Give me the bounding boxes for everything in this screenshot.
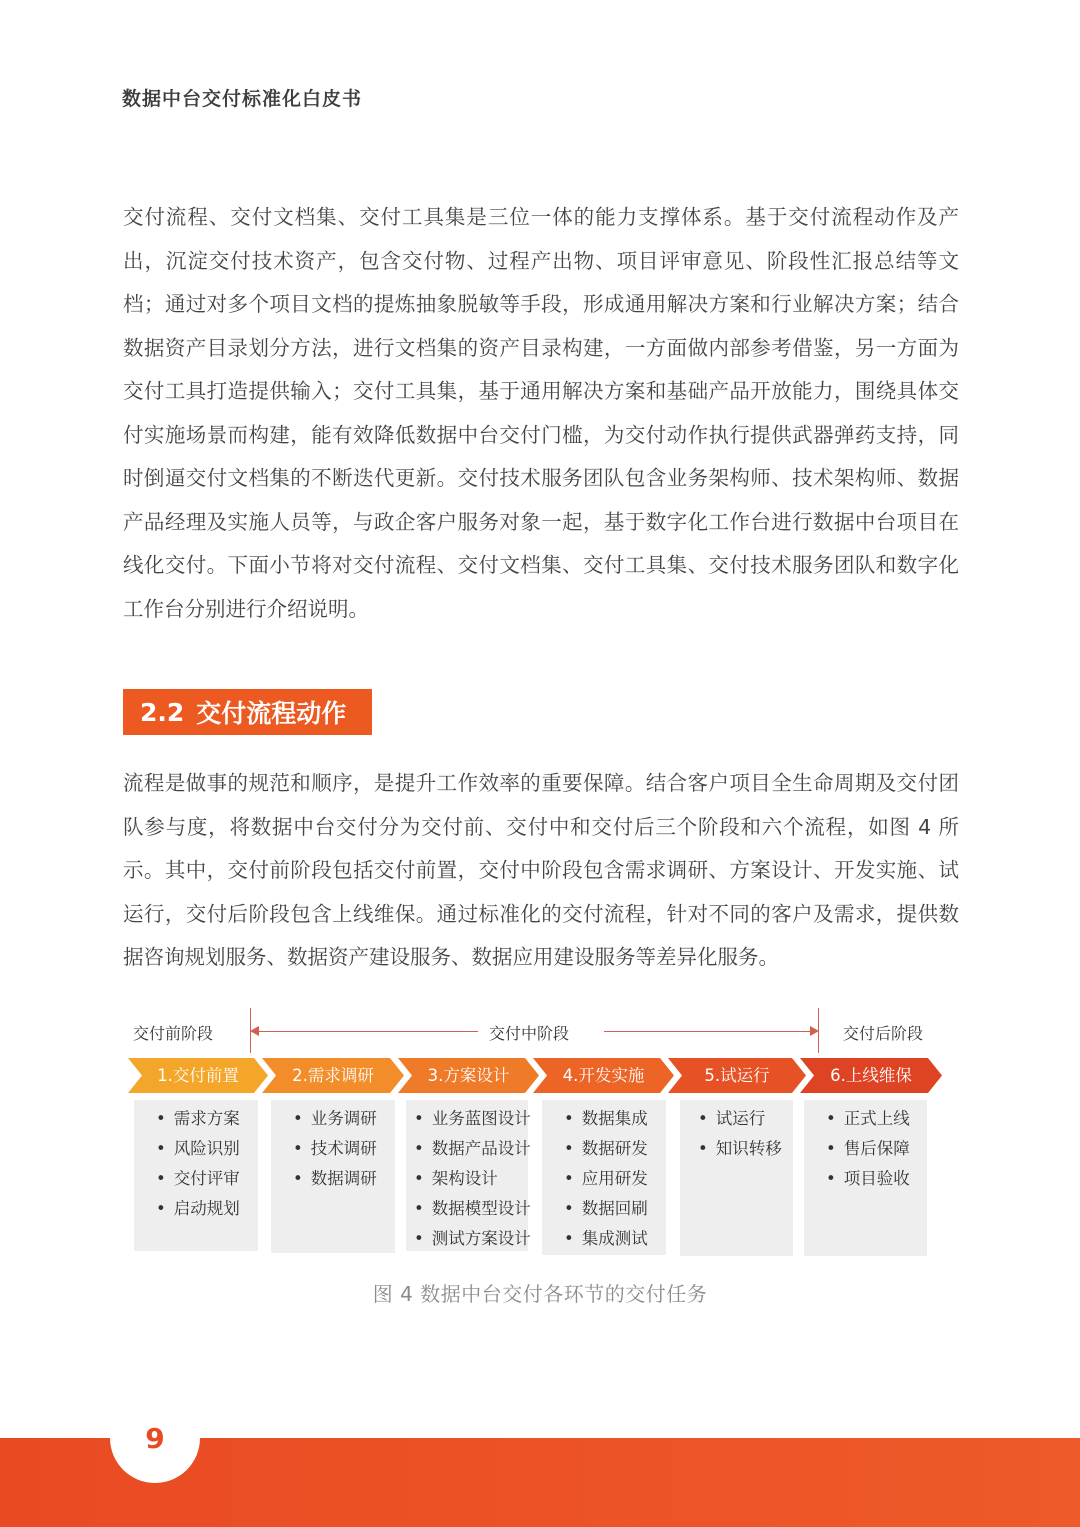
task-list	[271, 1104, 395, 1194]
task-item: • 数据研发	[564, 1134, 666, 1164]
task-box-4	[542, 1100, 666, 1255]
task-item: • 启动规划	[156, 1194, 258, 1224]
task-item: • 业务调研	[293, 1104, 395, 1134]
task-item: • 应用研发	[564, 1164, 666, 1194]
task-item: • 集成测试	[564, 1224, 666, 1254]
task-list	[680, 1104, 793, 1164]
body-paragraph-1: 交付流程、交付文档集、交付工具集是三位一体的能力支撑体系。基于交付流程动作及产出，沉淀交付技术资产，包含交付物、过程产出物、项目评审意见、阶段性汇报总结等文档；通过对多个项目文档的提炼抽象脱敏等手段，形成通用解决方案和行业解决方案；结合数据资产目录划分方法，进行文档集的资产目录构建，一方面做内部参考借鉴，另一方面为交付工具打造提供输入；交付工具集，基于通用解决方案和基础产品开放能力，围绕具体交付实施场景而构建，能有效降低数据中台交付门槛，为交付动作执行提供武器弹药支持，同时倒逼交付文档集的不断迭代更新。交付技术服务团队包含业务架构师、技术架构师、数据产品经理及实施人员等，与政企客户服务对象一起，基于数字化工作台进行数据中台项目在线化交付。下面小节将对交付流程、交付文档集、交付工具集、交付技术服务团队和数字化工作台分别进行介绍说明。	[123, 205, 959, 621]
task-box-2	[271, 1100, 395, 1253]
task-list	[406, 1104, 531, 1254]
step-label-4: 4.开发实施	[562, 1066, 645, 1085]
task-item: • 数据集成	[564, 1104, 666, 1134]
task-item: • 知识转移	[698, 1134, 793, 1164]
task-item: • 架构设计	[414, 1164, 528, 1194]
step-label-6: 6.上线维保	[830, 1066, 912, 1085]
step-label-3: 3.方案设计	[427, 1066, 510, 1085]
step-label-2: 2.需求调研	[292, 1066, 374, 1085]
step-label-1: 1.交付前置	[157, 1066, 239, 1085]
task-item: • 正式上线	[826, 1104, 927, 1134]
task-box-6	[804, 1100, 927, 1256]
task-box-5	[680, 1100, 793, 1256]
section-title: 交付流程动作	[196, 699, 347, 728]
task-list	[134, 1104, 258, 1224]
task-item: • 风险识别	[156, 1134, 258, 1164]
task-item: • 数据产品设计	[414, 1134, 528, 1164]
task-box-3	[406, 1100, 531, 1251]
task-item: • 技术调研	[293, 1134, 395, 1164]
step-label-5: 5.试运行	[704, 1066, 770, 1085]
task-item: • 测试方案设计	[414, 1224, 528, 1254]
phase-label-pre: 交付前阶段	[133, 1024, 214, 1043]
section-number: 2.2	[140, 697, 185, 727]
task-item: • 交付评审	[156, 1164, 258, 1194]
phase-label-mid: 交付中阶段	[489, 1024, 570, 1043]
task-box-1	[134, 1100, 258, 1251]
phase-label-post: 交付后阶段	[843, 1024, 924, 1043]
task-item: • 数据回刷	[564, 1194, 666, 1224]
task-item: • 数据调研	[293, 1164, 395, 1194]
task-item: • 项目验收	[826, 1164, 927, 1194]
task-item: • 试运行	[698, 1104, 793, 1134]
body-paragraph-2: 流程是做事的规范和顺序，是提升工作效率的重要保障。结合客户项目全生命周期及交付团队参与度，将数据中台交付分为交付前、交付中和交付后三个阶段和六个流程，如图 4 所示。其中，交付前阶段包括交付前置，交付中阶段包含需求调研、方案设计、开发实施、试运行，交付后阶段包含上线维保。通过标准化的交付流程，针对不同的客户及需求，提供数据咨询规划服务、数据资产建设服务、数据应用建设服务等差异化服务。	[123, 771, 959, 969]
task-item: • 需求方案	[156, 1104, 258, 1134]
task-item: • 业务蓝图设计	[414, 1104, 528, 1134]
page-number: 9	[110, 1393, 200, 1483]
figure-caption: 图 4 数据中台交付各环节的交付任务	[372, 1282, 708, 1306]
task-list	[542, 1104, 666, 1254]
task-item: • 售后保障	[826, 1134, 927, 1164]
task-item: • 数据模型设计	[414, 1194, 528, 1224]
document-header-title: 数据中台交付标准化白皮书	[122, 88, 363, 110]
task-list	[804, 1104, 927, 1194]
